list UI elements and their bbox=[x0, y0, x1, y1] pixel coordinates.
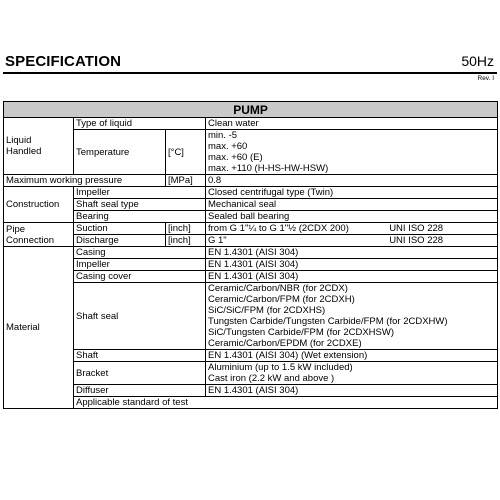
max-pressure-value: 0.8 bbox=[206, 175, 498, 187]
shaft-seal-line: SiC/SiC/FPM (for 2CDXHS) bbox=[208, 305, 326, 316]
table-heading: PUMP bbox=[4, 102, 498, 118]
header-divider bbox=[3, 72, 497, 74]
liquid-handled-label bbox=[4, 118, 74, 175]
pipe-connection-label-line: Pipe bbox=[6, 223, 26, 235]
specification-table bbox=[3, 101, 498, 409]
table-row bbox=[4, 271, 498, 283]
casing-label: Casing bbox=[74, 247, 206, 259]
temperature-values bbox=[206, 130, 498, 175]
table-row bbox=[4, 247, 498, 259]
shaft-seal-line: Tungsten Carbide/Tungsten Carbide/FPM (for 2CDXHW) bbox=[208, 316, 448, 327]
table-row bbox=[4, 397, 498, 409]
shaft-seal-values bbox=[206, 283, 498, 350]
pipe-connection-label bbox=[4, 223, 74, 247]
table-row bbox=[4, 130, 498, 175]
table-row bbox=[4, 235, 498, 247]
table-row bbox=[4, 350, 498, 362]
casing-cover-label: Casing cover bbox=[74, 271, 206, 283]
standard-label: Applicable standard of test bbox=[74, 397, 498, 409]
shaft-value: EN 1.4301 (AISI 304) (Wet extension) bbox=[206, 350, 498, 362]
construction-item-value: Closed centrifugal type (Twin) bbox=[206, 187, 498, 199]
discharge-label: Discharge bbox=[74, 235, 166, 247]
suction-standard: UNI ISO 228 bbox=[389, 223, 444, 234]
shaft-seal-line: Ceramic/Carbon/FPM (for 2CDXH) bbox=[208, 294, 355, 305]
temperature-value-line: max. +110 (H-HS-HW-HSW) bbox=[208, 163, 329, 174]
suction-size: from G 1"¼ to G 1"½ (2CDX 200) bbox=[208, 223, 349, 234]
page-title: SPECIFICATION bbox=[5, 53, 122, 70]
temperature-value-line: max. +60 (E) bbox=[208, 152, 263, 163]
bracket-values bbox=[206, 362, 498, 385]
construction-label: Construction bbox=[4, 187, 74, 223]
impeller-value: EN 1.4301 (AISI 304) bbox=[206, 259, 498, 271]
suction-label: Suction bbox=[74, 223, 166, 235]
max-pressure-unit: [MPa] bbox=[166, 175, 206, 187]
liquid-handled-label-line: Handled bbox=[6, 146, 42, 157]
table-row bbox=[4, 259, 498, 271]
construction-item-value: Sealed ball bearing bbox=[206, 211, 498, 223]
table-row bbox=[4, 118, 498, 130]
casing-cover-value: EN 1.4301 (AISI 304) bbox=[206, 271, 498, 283]
construction-item-label: Impeller bbox=[74, 187, 206, 199]
table-heading-row bbox=[4, 102, 498, 118]
discharge-value bbox=[206, 235, 498, 247]
shaft-seal-line: Ceramic/Carbon/EPDM (for 2CDXE) bbox=[208, 338, 362, 349]
table-row bbox=[4, 175, 498, 187]
shaft-seal-line: SiC/Tungsten Carbide/FPM (for 2CDXHSW) bbox=[208, 327, 395, 338]
revision-label: Rev. I bbox=[477, 75, 494, 82]
table-row bbox=[4, 385, 498, 397]
suction-value bbox=[206, 223, 498, 235]
construction-item-label: Bearing bbox=[74, 211, 206, 223]
bracket-line: Cast iron (2.2 kW and above ) bbox=[208, 373, 335, 384]
diffuser-label: Diffuser bbox=[74, 385, 206, 397]
shaft-seal-label: Shaft seal bbox=[74, 283, 206, 350]
temperature-unit: [°C] bbox=[166, 130, 206, 175]
pipe-connection-label-line: Connection bbox=[6, 234, 55, 246]
discharge-unit: [inch] bbox=[166, 235, 206, 247]
table-row bbox=[4, 211, 498, 223]
casing-value: EN 1.4301 (AISI 304) bbox=[206, 247, 498, 259]
temperature-value-line: min. -5 bbox=[208, 130, 238, 141]
table-row bbox=[4, 283, 498, 350]
type-of-liquid-value: Clean water bbox=[206, 118, 498, 130]
table-row bbox=[4, 187, 498, 199]
temperature-value-line: max. +60 bbox=[208, 141, 248, 152]
shaft-label: Shaft bbox=[74, 350, 206, 362]
liquid-handled-label-line: Liquid bbox=[6, 135, 32, 146]
table-row bbox=[4, 199, 498, 211]
temperature-label: Temperature bbox=[74, 130, 166, 175]
construction-item-label: Shaft seal type bbox=[74, 199, 206, 211]
bracket-line: Aluminium (up to 1.5 kW included) bbox=[208, 362, 353, 373]
table-row bbox=[4, 362, 498, 385]
construction-item-value: Mechanical seal bbox=[206, 199, 498, 211]
impeller-label: Impeller bbox=[74, 259, 206, 271]
discharge-standard: UNI ISO 228 bbox=[389, 235, 444, 246]
max-pressure-label: Maximum working pressure bbox=[4, 175, 166, 187]
shaft-seal-line: Ceramic/Carbon/NBR (for 2CDX) bbox=[208, 283, 348, 294]
frequency-label: 50Hz bbox=[461, 53, 494, 69]
table-row bbox=[4, 223, 498, 235]
diffuser-value: EN 1.4301 (AISI 304) bbox=[206, 385, 498, 397]
type-of-liquid-label: Type of liquid bbox=[74, 118, 206, 130]
bracket-label: Bracket bbox=[74, 362, 206, 385]
material-label: Material bbox=[4, 247, 74, 409]
suction-unit: [inch] bbox=[166, 223, 206, 235]
discharge-size: G 1" bbox=[208, 235, 227, 246]
